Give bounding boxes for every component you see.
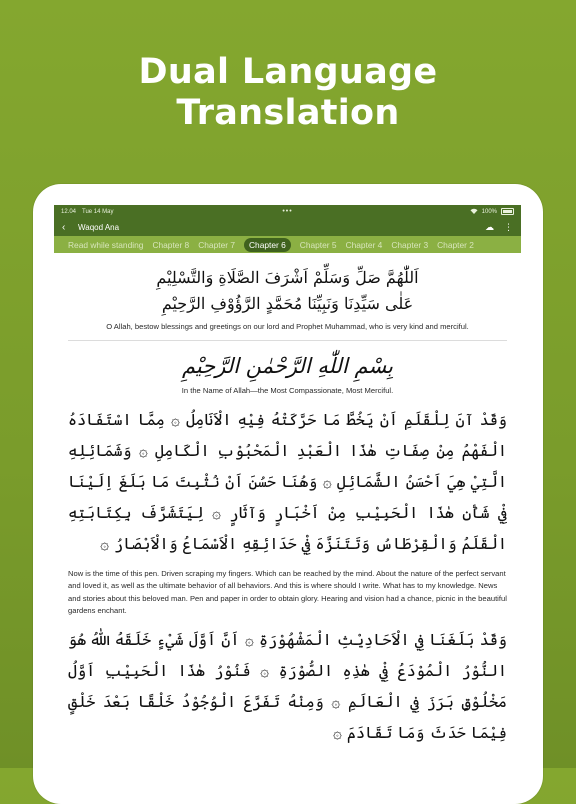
headline-line-1: Dual Language (138, 52, 438, 92)
basmala-calligraphy: بِسْمِ اللّٰهِ الرَّحْمٰنِ الرَّحِيْمِ (181, 354, 394, 378)
tab-chapter-3[interactable]: Chapter 3 (391, 239, 429, 250)
back-chevron-icon[interactable]: ‹ (62, 221, 66, 233)
multitask-dots[interactable]: ••• (282, 208, 293, 215)
tab-chapter-8[interactable]: Chapter 8 (152, 239, 190, 250)
status-date: Tue 14 May (82, 208, 114, 215)
page-title: Waqod Ana (78, 222, 120, 232)
verse-translation-1: Now is the time of this pen. Driven scraping my fingers. Which can be reached by the mind. About the nature of the perfect servant and loved it, as well as the ultimate behavior of all behaviors. And this is where should I write. What has to my knowledge. News and stories about this beloved man. Pen and paper in order to obtain glory. Hearing and vision had a chance, picnic in the beautiful gardens enchant. (68, 569, 507, 615)
battery-icon (501, 208, 514, 215)
tab-chapter-4[interactable]: Chapter 4 (345, 239, 383, 250)
promo-headline (0, 52, 576, 134)
dua-translation: O Allah, bestow blessings and greetings on our lord and Prophet Muhammad, who is very kind and merciful. (106, 322, 469, 331)
battery-percent: 100% (481, 208, 497, 215)
tab-chapter-5[interactable]: Chapter 5 (299, 239, 337, 250)
wifi-icon (470, 208, 478, 216)
tab-chapter-7[interactable]: Chapter 7 (198, 239, 235, 250)
nav-bar (54, 218, 521, 236)
basmala-translation: In the Name of Allah—the Most Compassionate, Most Merciful. (181, 386, 394, 395)
cloud-download-icon[interactable]: ☁ (485, 221, 494, 232)
reading-content (54, 265, 521, 749)
status-bar (54, 205, 521, 218)
more-menu-icon[interactable]: ⋮ (504, 221, 513, 232)
tab-chapter-2[interactable]: Chapter 2 (437, 239, 474, 250)
verse-arabic-2: وَقَدْ بَلَغَنَا فِي الْاَحَادِيْثِ الْمَشْهُوْرَةِ ۞ اَنَّ اَوَّلَ شَيْءٍ خَلَقَهُ اللّٰهُ هُوَ النُّوْرُ الْمُوْدَعُ فِيْ هٰذِهِ الصُّوْرَةِ ۞ فَنُوْرُ هٰذَا الْحَبِيْبِ اَوَّلُ مَخْلُوْقٍ بَرَزَ فِي الْعَالَمِ ۞ وَمِنْهُ تَفَرَّعَ الْوُجُوْدُ خَلْقًا بَعْدَ خَلْقٍ فِيْمَا حَدَثَ وَمَا تَقَادَمَ ۞ (68, 631, 507, 743)
status-time: 12.04 (61, 208, 77, 215)
app-screen (54, 205, 521, 768)
chapter-tabs (54, 236, 521, 253)
tab-read-while-standing[interactable]: Read while standing (68, 239, 144, 250)
dua-line-2: عَلٰى سَيِّدِنَا وَنَبِيِّنَا مُحَمَّدٍ الرَّؤُوْفِ الرَّحِيْمِ (161, 294, 414, 313)
tab-chapter-6[interactable]: Chapter 6 (244, 238, 291, 252)
section-divider (68, 340, 507, 341)
verse-arabic-1: وَقَدْ آنَ لِلْقَلَمِ اَنْ يَخُطَّ مَا حَرَّكَتْهُ فِيْهِ الْاَنَامِلُ ۞ مِمَّا اسْتَفَادَهُ الْفَهْمُ مِنْ صِفَاتِ هٰذَا الْعَبْدِ الْمَحْبُوْبِ الْكَامِلِ ۞ وَشَمَائِلِهِ الَّتِيْ هِيَ اَحْسَنُ الشَّمَائِلِ ۞ وَهُنَا حَسُنَ اَنْ نُثْبِتَ مَا بَلَغَ اِلَيْنَا فِيْ شَأْنِ هٰذَا الْحَبِيْبِ مِنْ اَخْبَارٍ وَآثَارٍ ۞ لِيَتَشَرَّفَ بِكِتَابَتِهِ الْقَلَمُ وَالْقِرْطَاسُ وَتَتَنَزَّهَ فِيْ حَدَائِقِهِ الْاَسْمَاعُ وَالْاَبْصَارُ ۞ (68, 411, 507, 553)
headline-line-2: Translation (176, 93, 400, 133)
dua-arabic (68, 265, 507, 317)
dua-line-1: اَللّٰهُمَّ صَلِّ وَسَلِّمْ اَشْرَفَ الصَّلَاةِ وَالتَّسْلِيْمِ (156, 268, 419, 287)
